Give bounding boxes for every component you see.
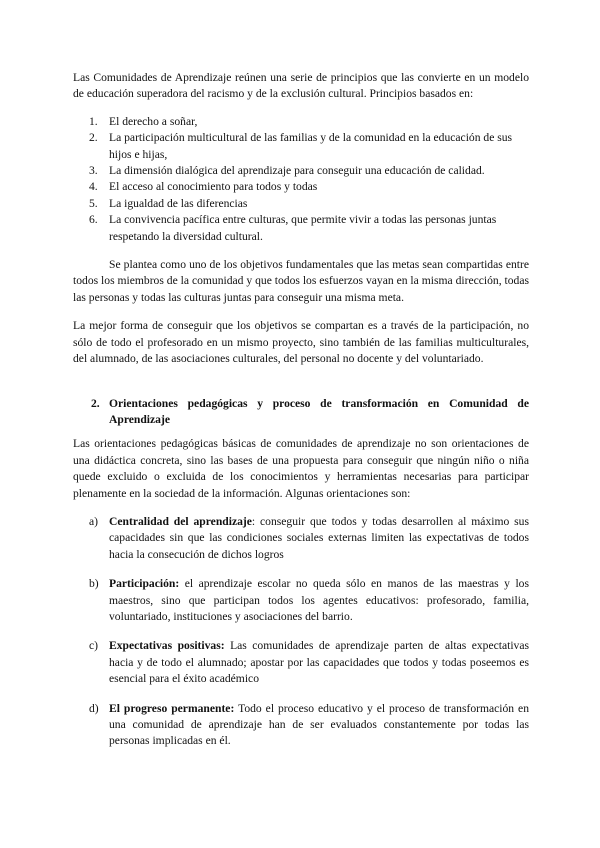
document-page — [73, 70, 529, 763]
orientations-paragraph: Las orientaciones pedagógicas básicas de comunidades de aprendizaje no son orientaciones de una didáctica concreta, sino las bases de una propuesta para conseguir que ningún niño o niña quede excluido o excluida de los conocimientos y herramientas necesarias para participar plenamente en la sociedad de la información. Algunas orientaciones son: — [73, 437, 529, 500]
list-item-text: Las comunidades de aprendizaje parten de altas expectativas hacia y de todo el alumnado; apostar por las capacidades que todos y todas poseemos es esencial para el éxito académico — [109, 639, 529, 686]
list-number: 2. — [89, 131, 98, 145]
list-item — [73, 638, 529, 687]
list-item — [73, 130, 529, 163]
list-item-text: : conseguir que todos y todas desarrollen al máximo sus capacidades sin que las condiciones sociales externas limiten las expectativas de todos hacia la consecución de dichos logros — [109, 514, 529, 561]
list-item-text: Todo el proceso educativo y el proceso de transformación en una comunidad de aprendizaje han de ser evaluados constantemente por todas las personas implicadas en él. — [109, 701, 529, 748]
list-item — [73, 701, 529, 750]
list-letter: c) — [89, 639, 99, 653]
list-number: 4. — [89, 180, 98, 194]
list-letter: d) — [89, 701, 99, 715]
list-item-text: el aprendizaje escolar no queda sólo en manos de las maestras y los maestros, sino que participan todos los agentes educativos: profesorado, familia, voluntariado, instituciones y asociaciones del barrio. — [109, 577, 529, 623]
list-item-term: Expectativas positivas: — [109, 639, 225, 653]
list-item — [73, 114, 529, 130]
orientations-list — [73, 514, 529, 750]
participation-paragraph: La mejor forma de conseguir que los objetivos se compartan es a través de la participación, no sólo de todo el profesorado en un mismo proyecto, sino también de las familias multiculturales, del alumnado, de las asociaciones culturales, del personal no docente y del voluntariado. — [73, 319, 529, 366]
list-number: 1. — [89, 114, 98, 128]
list-item-text: La igualdad de las diferencias — [109, 196, 248, 210]
list-number: 3. — [89, 164, 98, 178]
list-item-text: La dimensión dialógica del aprendizaje para conseguir una educación de calidad. — [109, 164, 485, 178]
list-item-text: La convivencia pacífica entre culturas, que permite vivir a todas las personas juntas respetando la diversidad cultural. — [109, 213, 497, 243]
intro-paragraph: Las Comunidades de Aprendizaje reúnen una serie de principios que las convierte en un modelo de educación superadora del racismo y de la exclusión cultural. Principios basados en: — [73, 71, 529, 101]
list-letter: b) — [89, 577, 99, 591]
list-item-term: El progreso permanente: — [109, 701, 235, 715]
list-item — [73, 576, 529, 625]
section-title: Orientaciones pedagógicas y proceso de transformación en Comunidad de Aprendizaje — [109, 396, 529, 426]
section-number: 2. — [91, 396, 100, 410]
list-number: 5. — [89, 196, 98, 210]
section-heading — [73, 396, 529, 429]
list-item-term: Centralidad del aprendizaje — [109, 514, 252, 528]
principles-list — [73, 114, 529, 245]
list-item-text: El acceso al conocimiento para todos y todas — [109, 180, 318, 194]
list-item-term: Participación: — [109, 577, 180, 591]
list-item — [73, 212, 529, 245]
list-item — [73, 514, 529, 563]
list-item — [73, 179, 529, 195]
list-item — [73, 196, 529, 212]
list-item-text: El derecho a soñar, — [109, 114, 198, 128]
list-letter: a) — [89, 514, 99, 528]
goals-paragraph: Se plantea como uno de los objetivos fundamentales que las metas sean compartidas entre todos los miembros de la comunidad y que todos los esfuerzos vayan en la misma dirección, todas las personas y todas las culturas juntas para conseguir una misma meta. — [73, 258, 529, 304]
list-item-text: La participación multicultural de las familias y de la comunidad en la educación de sus hijos e hijas, — [109, 131, 513, 161]
list-number: 6. — [89, 213, 98, 227]
list-item — [73, 163, 529, 179]
